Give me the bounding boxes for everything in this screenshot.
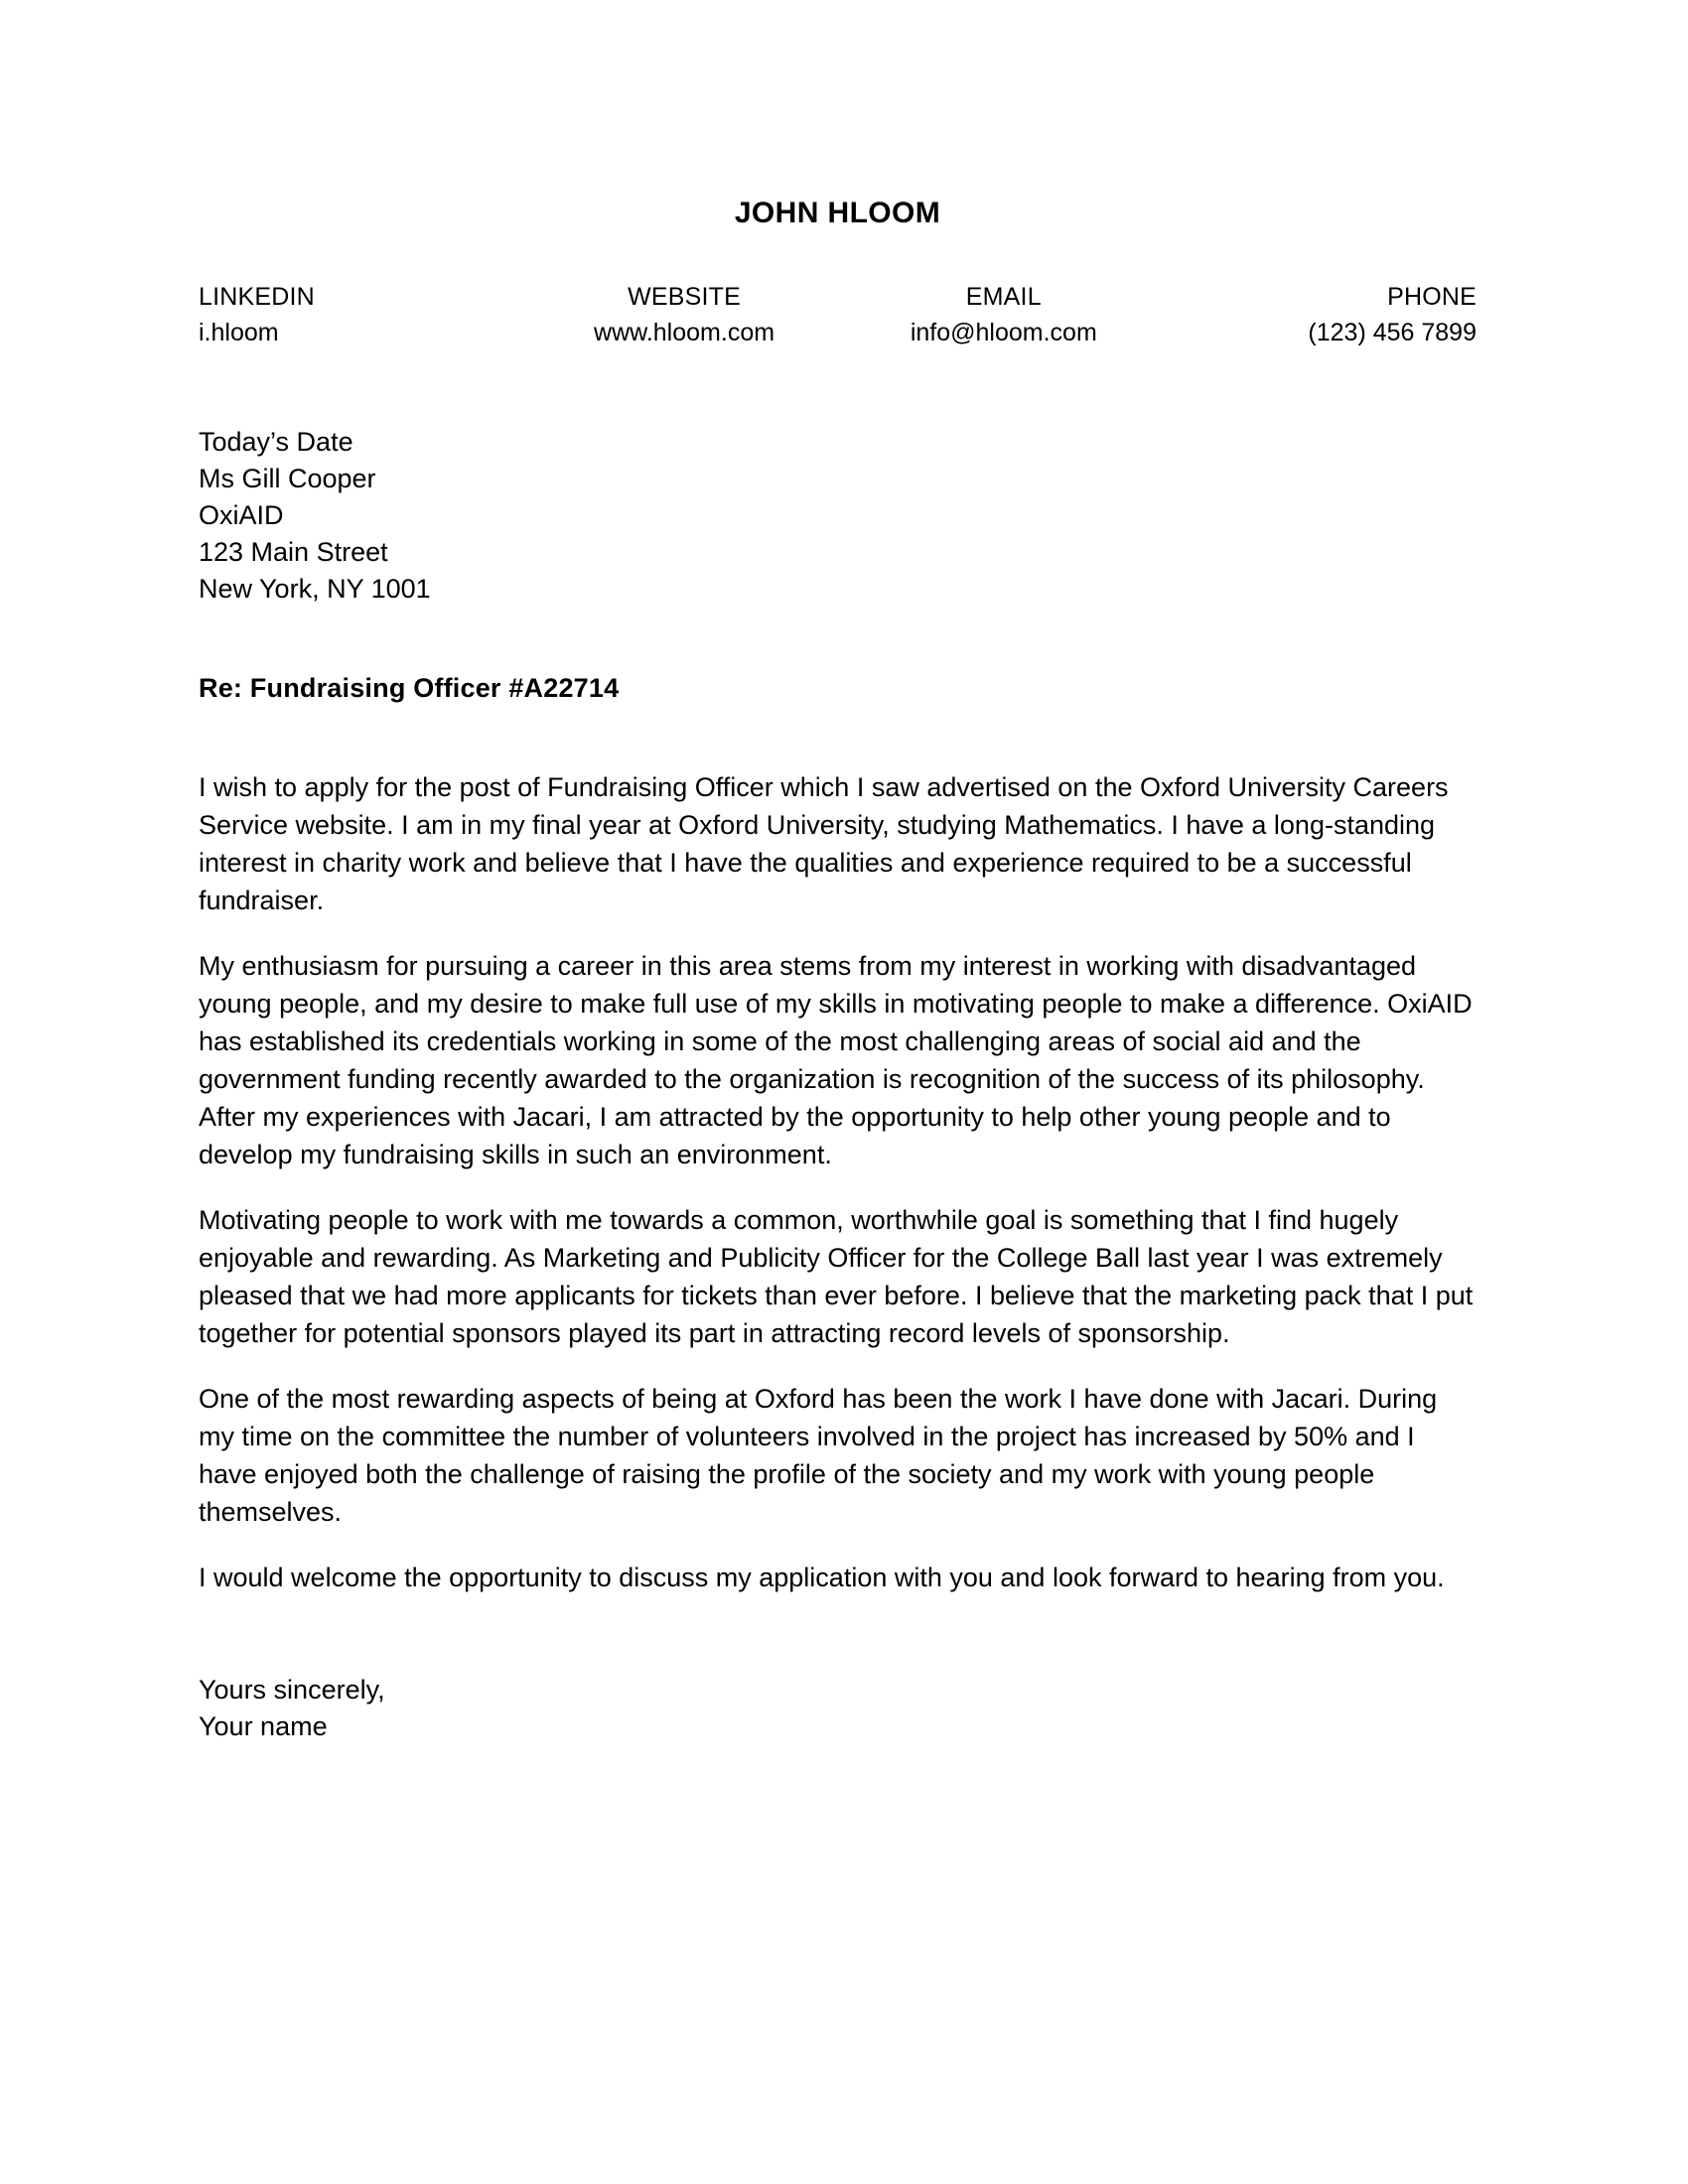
body-paragraph: I wish to apply for the post of Fundraising Officer which I saw advertised on the Oxford University Careers Service website. I am in my final year at Oxford University, studying Mathematics. I have a long-standing interest in charity work and believe that I have the qualities and experience required to be a successful fundraiser. [199,772,1449,915]
address-line-city-state-zip: New York, NY 1001 [199,574,431,604]
closing-block [199,1672,1477,1745]
body-paragraph: Motivating people to work with me towards a common, worthwhile goal is something that I find hugely enjoyable and rewarding. As Marketing and Publicity Officer for the College Ball last year I was extremely pleased that we had more applicants for tickets than ever before. I believe that the marketing pack that I put together for potential sponsors played its part in attracting record levels of sponsorship. [199,1205,1474,1348]
letter-body [199,768,1477,1596]
body-paragraph: I would welcome the opportunity to discuss my application with you and look forward to hearing from you. [199,1563,1445,1592]
closing-salutation: Yours sincerely, [199,1675,385,1705]
contact-value-website[interactable]: www.hloom.com [594,319,775,346]
contact-label-phone: PHONE [1387,283,1477,311]
contact-item-linkedin [199,279,531,350]
subject-line: Re: Fundraising Officer #A22714 [199,673,620,703]
contact-row [199,279,1477,350]
contact-item-website [531,279,838,350]
address-line-street: 123 Main Street [199,537,388,567]
body-paragraph: My enthusiasm for pursuing a career in this area stems from my interest in working with disadvantaged young people, and my desire to make full use of my skills in motivating people to make a difference. OxiAID has established its credentials working in some of the most challenging areas of social aid and the government funding recently awarded to the organization is recognition of the success of its philosophy. After my experiences with Jacari, I am attracted by the opportunity to help other young people and to develop my fundraising skills in such an environment. [199,951,1473,1169]
contact-label-linkedin: LINKEDIN [199,283,315,311]
body-paragraph: One of the most rewarding aspects of being at Oxford has been the work I have done with Jacari. During my time on the committee the number of volunteers involved in the project has increased by 50% and I have enjoyed both the challenge of raising the profile of the society and my work with young people themselves. [199,1384,1438,1527]
contact-label-email: EMAIL [965,283,1042,311]
address-line-recipient-name: Ms Gill Cooper [199,464,376,493]
closing-signature-name: Your name [199,1711,328,1741]
address-line-date: Today’s Date [199,427,353,457]
contact-value-email[interactable]: info@hloom.com [910,319,1097,346]
letter-content [199,0,1477,1745]
recipient-address-block [199,424,1477,608]
address-line-organization: OxiAID [199,500,284,530]
contact-item-phone [1170,279,1477,350]
page-title: JOHN HLOOM [734,197,941,229]
contact-value-phone[interactable]: (123) 456 7899 [1308,319,1477,346]
contact-label-website: WEBSITE [628,283,741,311]
contact-value-linkedin[interactable]: i.hloom [199,319,279,346]
contact-item-email [837,279,1170,350]
